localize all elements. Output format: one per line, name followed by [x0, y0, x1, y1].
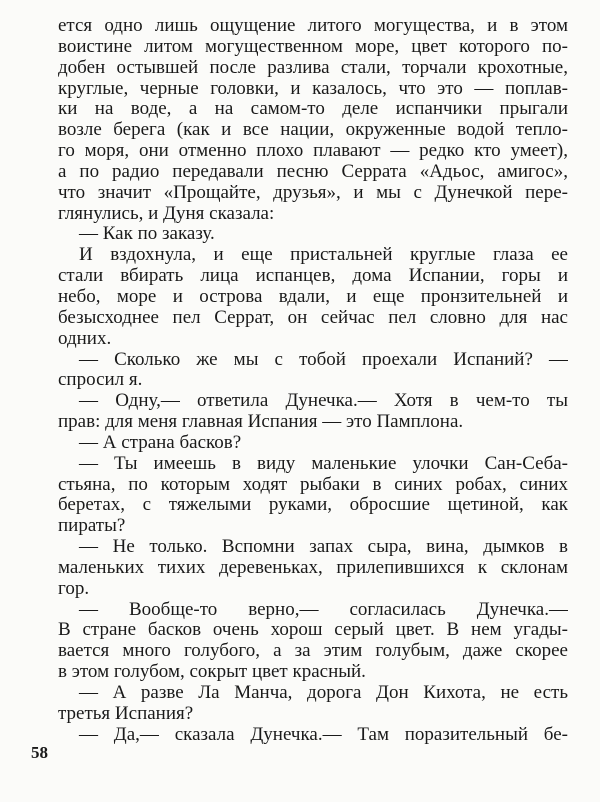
text-line: — Не только. Вспомни запах сыра, вина, дымков в	[79, 537, 568, 558]
text-line: — Ты имеешь в виду маленькие улочки Сан-Себа-	[79, 453, 568, 474]
page-number: 58	[31, 743, 48, 762]
text-line: беретах, с тяжелыми руками, обросшие щетиной, как	[58, 495, 568, 516]
text-line: вается много голубого, а за этим голубым, даже скорее	[58, 641, 568, 662]
text-line: что значит «Прощайте, друзья», и мы с Дунечкой пере-	[58, 182, 568, 203]
text-line: спросил я.	[58, 370, 143, 391]
text-line: — Вообще-то верно,— согласилась Дунечка.—	[79, 599, 568, 620]
text-line: воистине литом могущественном море, цвет которого по-	[58, 36, 568, 57]
text-line: — Одну,— ответила Дунечка.— Хотя в чем-то ты	[79, 391, 568, 412]
text-line: одних.	[58, 328, 112, 349]
text-line: возле берега (как и все нации, окруженные водой тепло-	[58, 120, 568, 141]
text-line: — Как по заказу.	[79, 224, 215, 245]
text-line: небо, море и острова вдали, и еще пронзительней и	[58, 286, 568, 307]
text-line: — А разве Ла Манча, дорога Дон Кихота, не есть	[79, 683, 568, 703]
text-line: а по радио передавали песню Серрата «Адьос, амигос»,	[58, 161, 568, 182]
text-line: ки на воде, а на самом-то деле испанчики прыгали	[58, 99, 568, 120]
text-line: ется одно лишь ощущение литого могущества, и в этом	[58, 16, 568, 36]
text-line: круглые, черные головки, и казалось, что это — поплав-	[58, 78, 568, 99]
text-line: В стране басков очень хорош серый цвет. В нем угады-	[58, 620, 568, 641]
text-line: гор.	[58, 578, 90, 599]
text-line: И вздохнула, и еще пристальней круглые глаза ее	[79, 245, 568, 266]
text-line: — Да,— сказала Дунечка.— Там поразительный бе-	[79, 724, 568, 745]
text-body	[58, 16, 568, 746]
text-line: маленьких тихих деревеньках, прилепившихся к склонам	[58, 557, 568, 578]
text-line: — Сколько же мы с тобой проехали Испаний? —	[79, 349, 568, 370]
text-line: в этом голубом, сокрыт цвет красный.	[58, 662, 366, 683]
text-line: го моря, они отменно плохо плавают — редко кто умеет),	[58, 141, 568, 162]
text-line: — А страна басков?	[79, 432, 242, 453]
text-line: стьяна, по которым ходят рыбаки в синих робах, синих	[58, 474, 568, 495]
text-line: прав: для меня главная Испания — это Памплона.	[58, 412, 464, 433]
text-line: глянулись, и Дуня сказала:	[58, 203, 275, 224]
text-line: пираты?	[58, 516, 126, 537]
text-line: безысходнее пел Серрат, он сейчас пел словно для нас	[58, 307, 568, 328]
text-line: добен остывшей после разлива стали, торчали крохотные,	[58, 57, 568, 78]
text-line: стали вбирать лица испанцев, дома Испании, горы и	[58, 266, 568, 287]
text-line: третья Испания?	[58, 703, 194, 724]
